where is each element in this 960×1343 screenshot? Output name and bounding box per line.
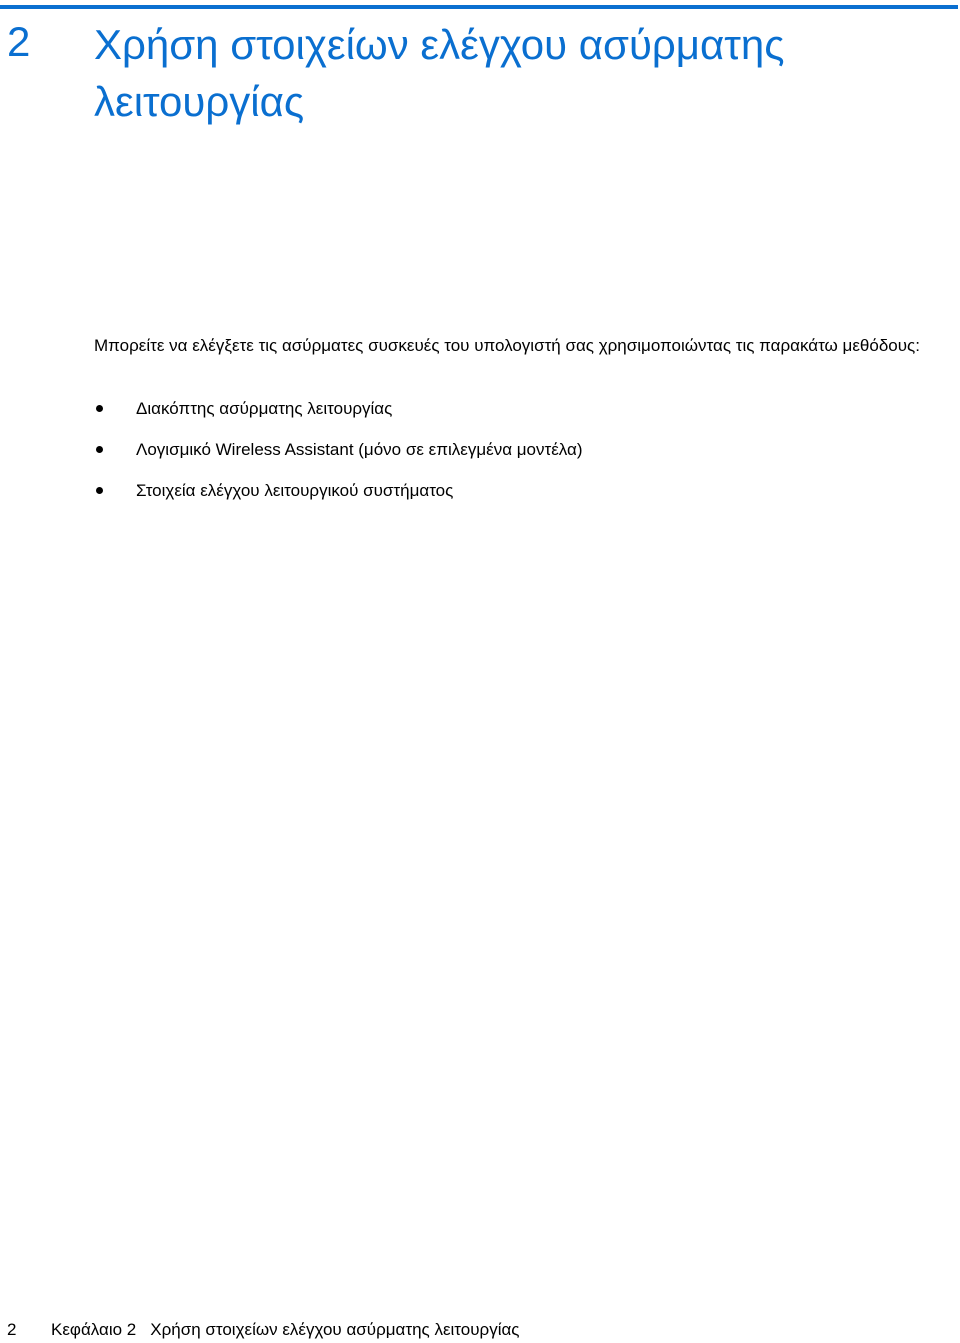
bullet-icon bbox=[96, 487, 103, 494]
bullet-icon bbox=[96, 446, 103, 453]
footer-chapter-label: Κεφάλαιο 2 bbox=[51, 1320, 137, 1339]
page-footer bbox=[7, 1319, 520, 1341]
method-label: Λογισμικό Wireless Assistant (μόνο σε επιλεγμένα μοντέλα) bbox=[136, 440, 583, 459]
footer-chapter-title: Χρήση στοιχείων ελέγχου ασύρματης λειτουργίας bbox=[150, 1320, 520, 1339]
intro-paragraph: Μπορείτε να ελέγξετε τις ασύρματες συσκευές του υπολογιστή σας χρησιμοποιώντας τις παρακάτω μεθόδους: bbox=[94, 336, 920, 355]
chapter-number: 2 bbox=[7, 18, 31, 65]
list-item bbox=[94, 396, 583, 437]
list-item bbox=[94, 437, 583, 478]
chapter-title: Χρήση στοιχείων ελέγχου ασύρματης λειτουργίας bbox=[94, 21, 785, 125]
footer-page-number: 2 bbox=[7, 1320, 17, 1339]
bullet-icon bbox=[96, 405, 103, 412]
method-list bbox=[94, 396, 583, 519]
header-rule bbox=[0, 5, 958, 9]
list-item bbox=[94, 478, 583, 519]
method-label: Διακόπτης ασύρματης λειτουργίας bbox=[136, 399, 393, 418]
method-label: Στοιχεία ελέγχου λειτουργικού συστήματος bbox=[136, 481, 454, 500]
